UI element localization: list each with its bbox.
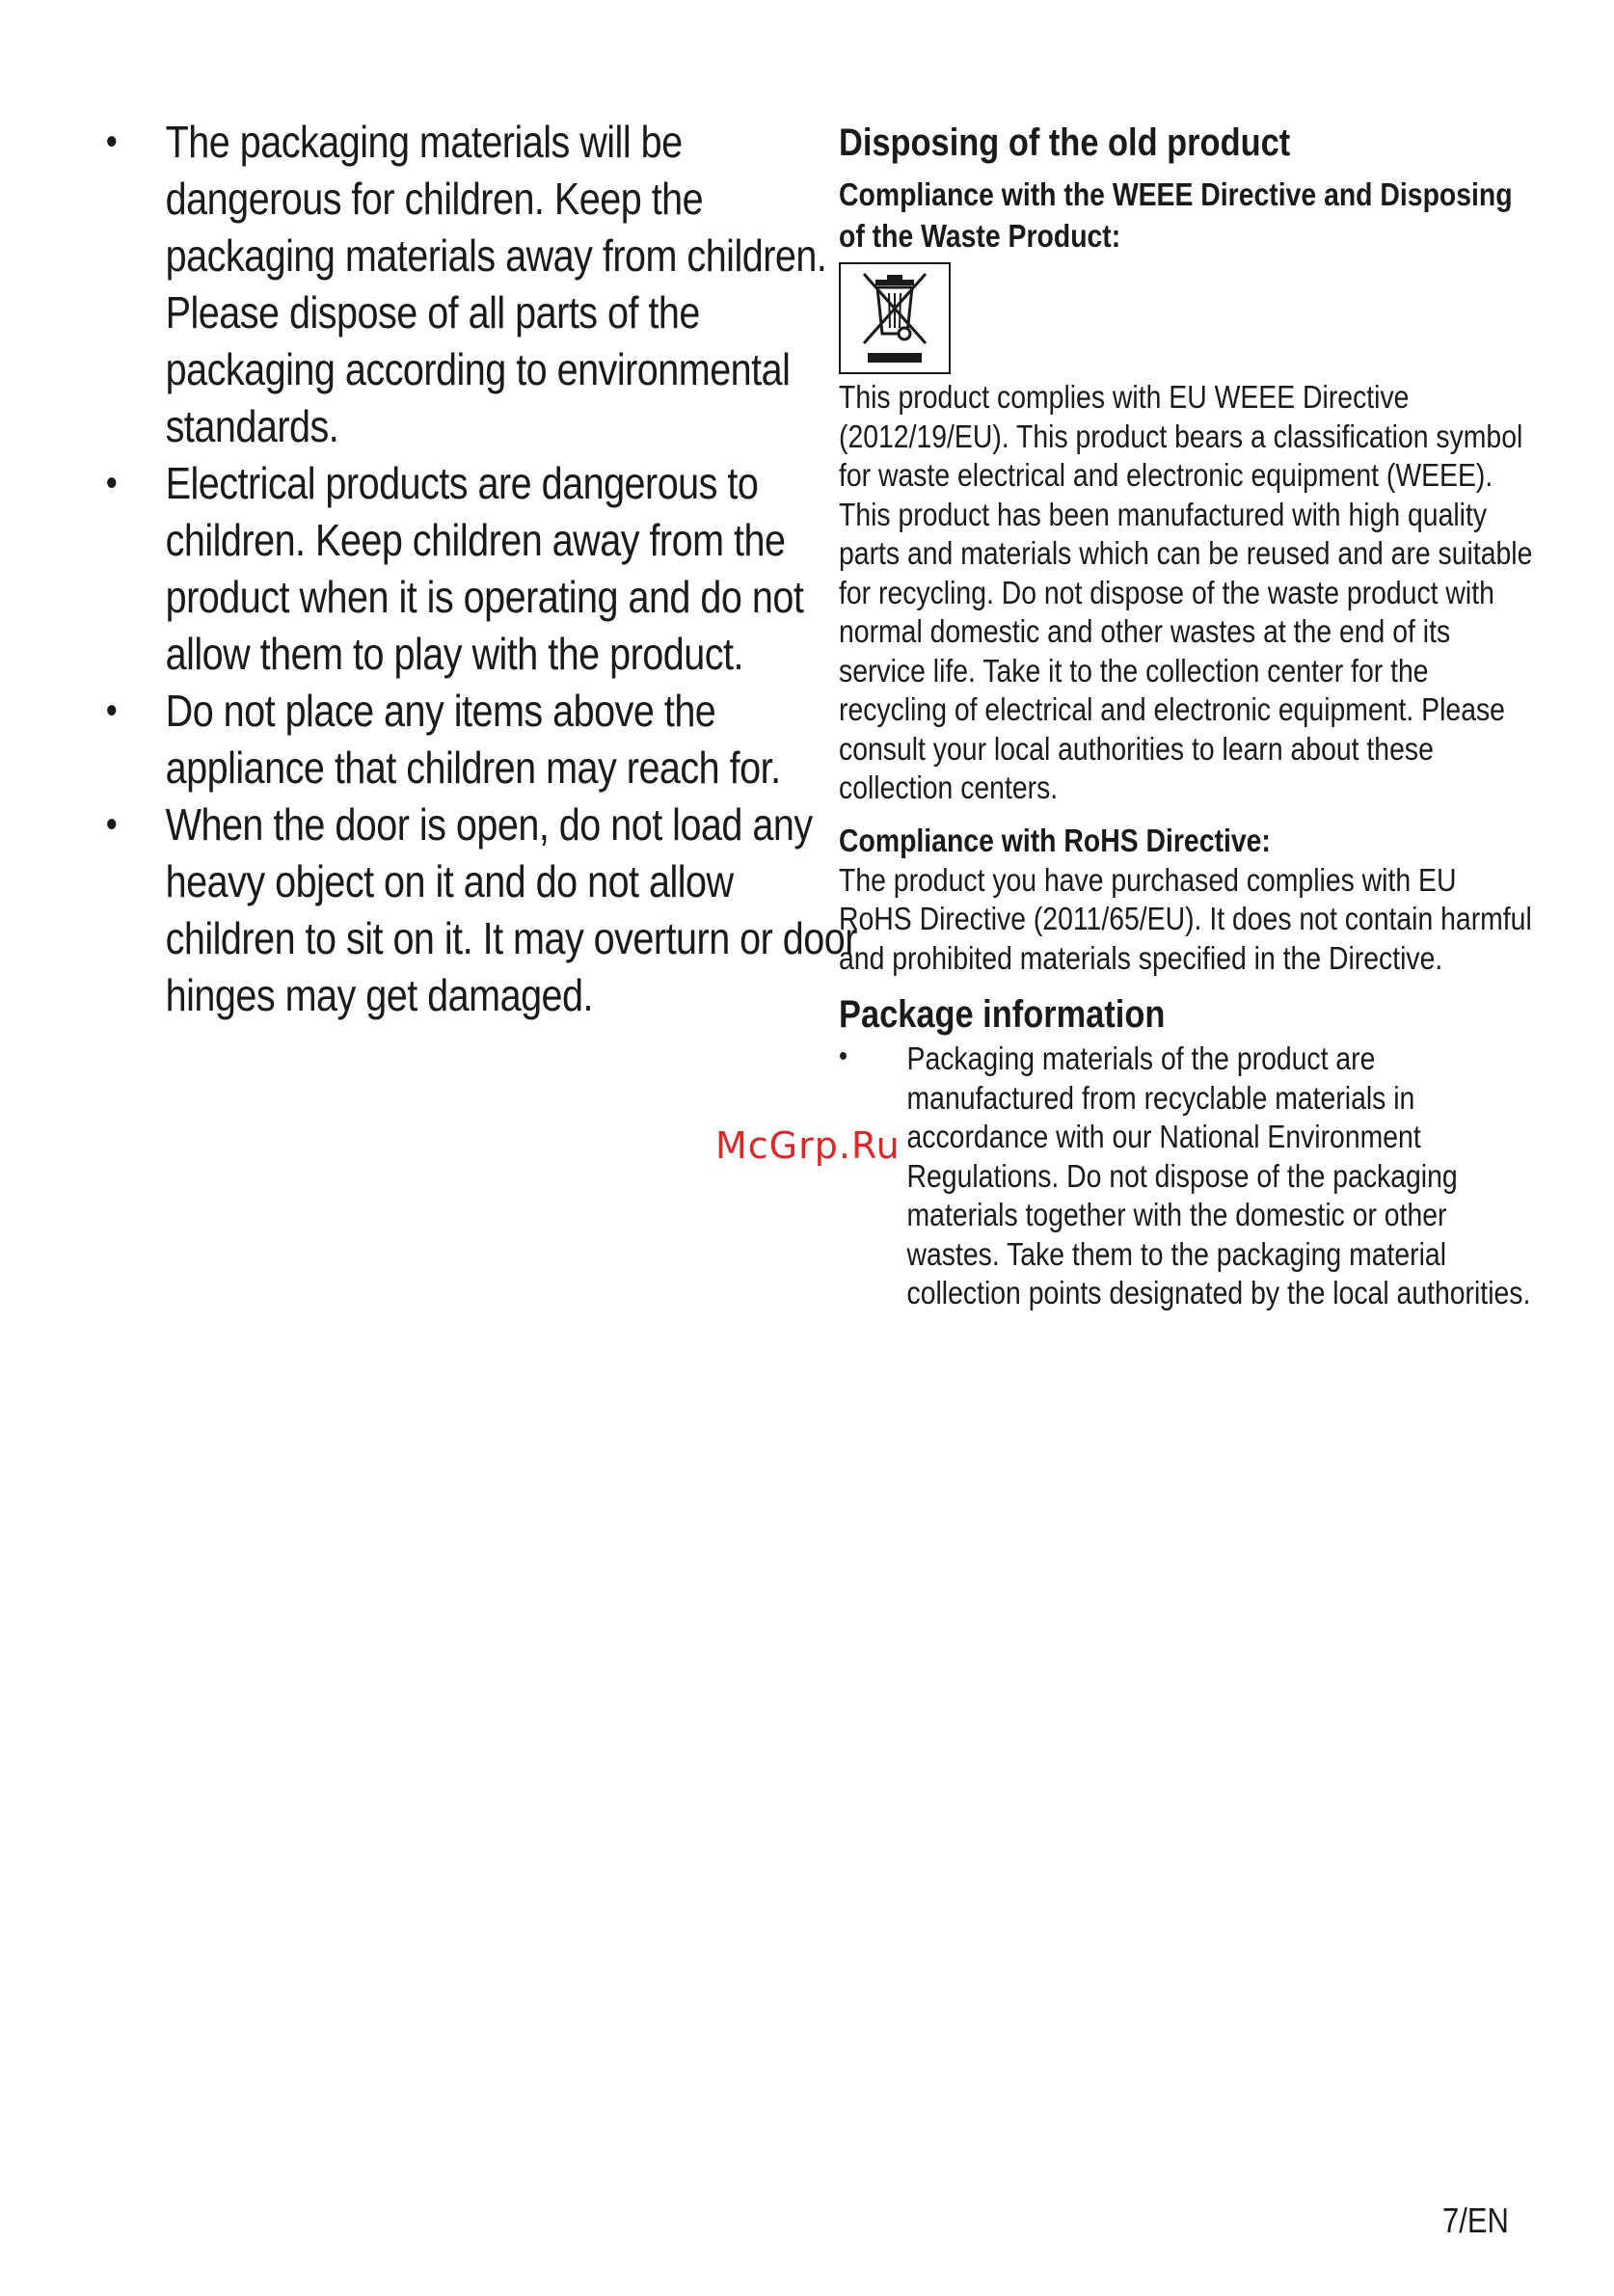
right-column xyxy=(839,120,1533,1313)
safety-bullet-list xyxy=(104,114,857,1024)
list-item-text: The packaging materials will be dangerous for children. Keep the packaging materials away from children. Please dispose of all parts of the packaging according to environmental standards. xyxy=(165,117,827,451)
rohs-heading: Compliance with RoHS Directive: xyxy=(839,822,1271,858)
list-item xyxy=(104,683,862,797)
list-item-text: Electrical products are dangerous to children. Keep children away from the product when it is operating and do not allow them to play with the product. xyxy=(165,458,804,679)
weee-paragraph-1: This product complies with EU WEEE Directive (2012/19/EU). This product bears a classification symbol for waste electrical and electronic equipment (WEEE). xyxy=(839,379,1523,493)
bullet-icon: • xyxy=(105,462,118,504)
wheelie-bin-svg xyxy=(841,264,949,372)
bullet-icon: • xyxy=(105,803,118,846)
list-item-text: Do not place any items above the appliance that children may reach for. xyxy=(165,686,781,793)
bullet-icon: • xyxy=(839,1040,848,1072)
bullet-icon: • xyxy=(105,689,118,732)
list-item-text: Packaging materials of the product are manufactured from recyclable materials in accordance with our National Environment Regulations. Do not dispose of the packaging materials together with the domestic or other wastes. Take them to the packaging material collection points designated by the local authorities. xyxy=(906,1040,1531,1310)
list-item xyxy=(104,797,862,1024)
watermark: McGrp.Ru xyxy=(715,1124,901,1167)
rohs-paragraph: The product you have purchased complies with EU RoHS Directive (2011/65/EU). It does not contain harmful and prohibited materials specified in the Directive. xyxy=(839,861,1532,976)
weee-heading: Compliance with the WEEE Directive and Disposing of the Waste Product: xyxy=(839,176,1513,254)
disposing-heading: Disposing of the old product xyxy=(839,122,1291,164)
list-item-text: When the door is open, do not load any heavy object on it and do not allow children to sit on it. It may overturn or door hinges may get damaged. xyxy=(165,799,857,1020)
bullet-icon: • xyxy=(105,121,118,163)
crossed-out-wheelie-bin-icon xyxy=(839,262,951,374)
list-item xyxy=(839,1040,1537,1313)
list-item xyxy=(104,455,862,683)
package-bullet-list xyxy=(839,1040,1533,1313)
weee-paragraph-2: This product has been manufactured with high quality parts and materials which can be reused and are suitable for recycling. Do not dispose of the waste product with normal domestic and other wastes at the end of its service life. Take it to the collection center for the recycling of electrical and electronic equipment. Please consult your local authorities to learn about these collection centers. xyxy=(839,496,1533,805)
left-column xyxy=(104,114,857,1024)
list-item xyxy=(104,114,862,455)
page-number: 7/EN xyxy=(1442,2201,1509,2240)
package-heading: Package information xyxy=(839,993,1166,1036)
